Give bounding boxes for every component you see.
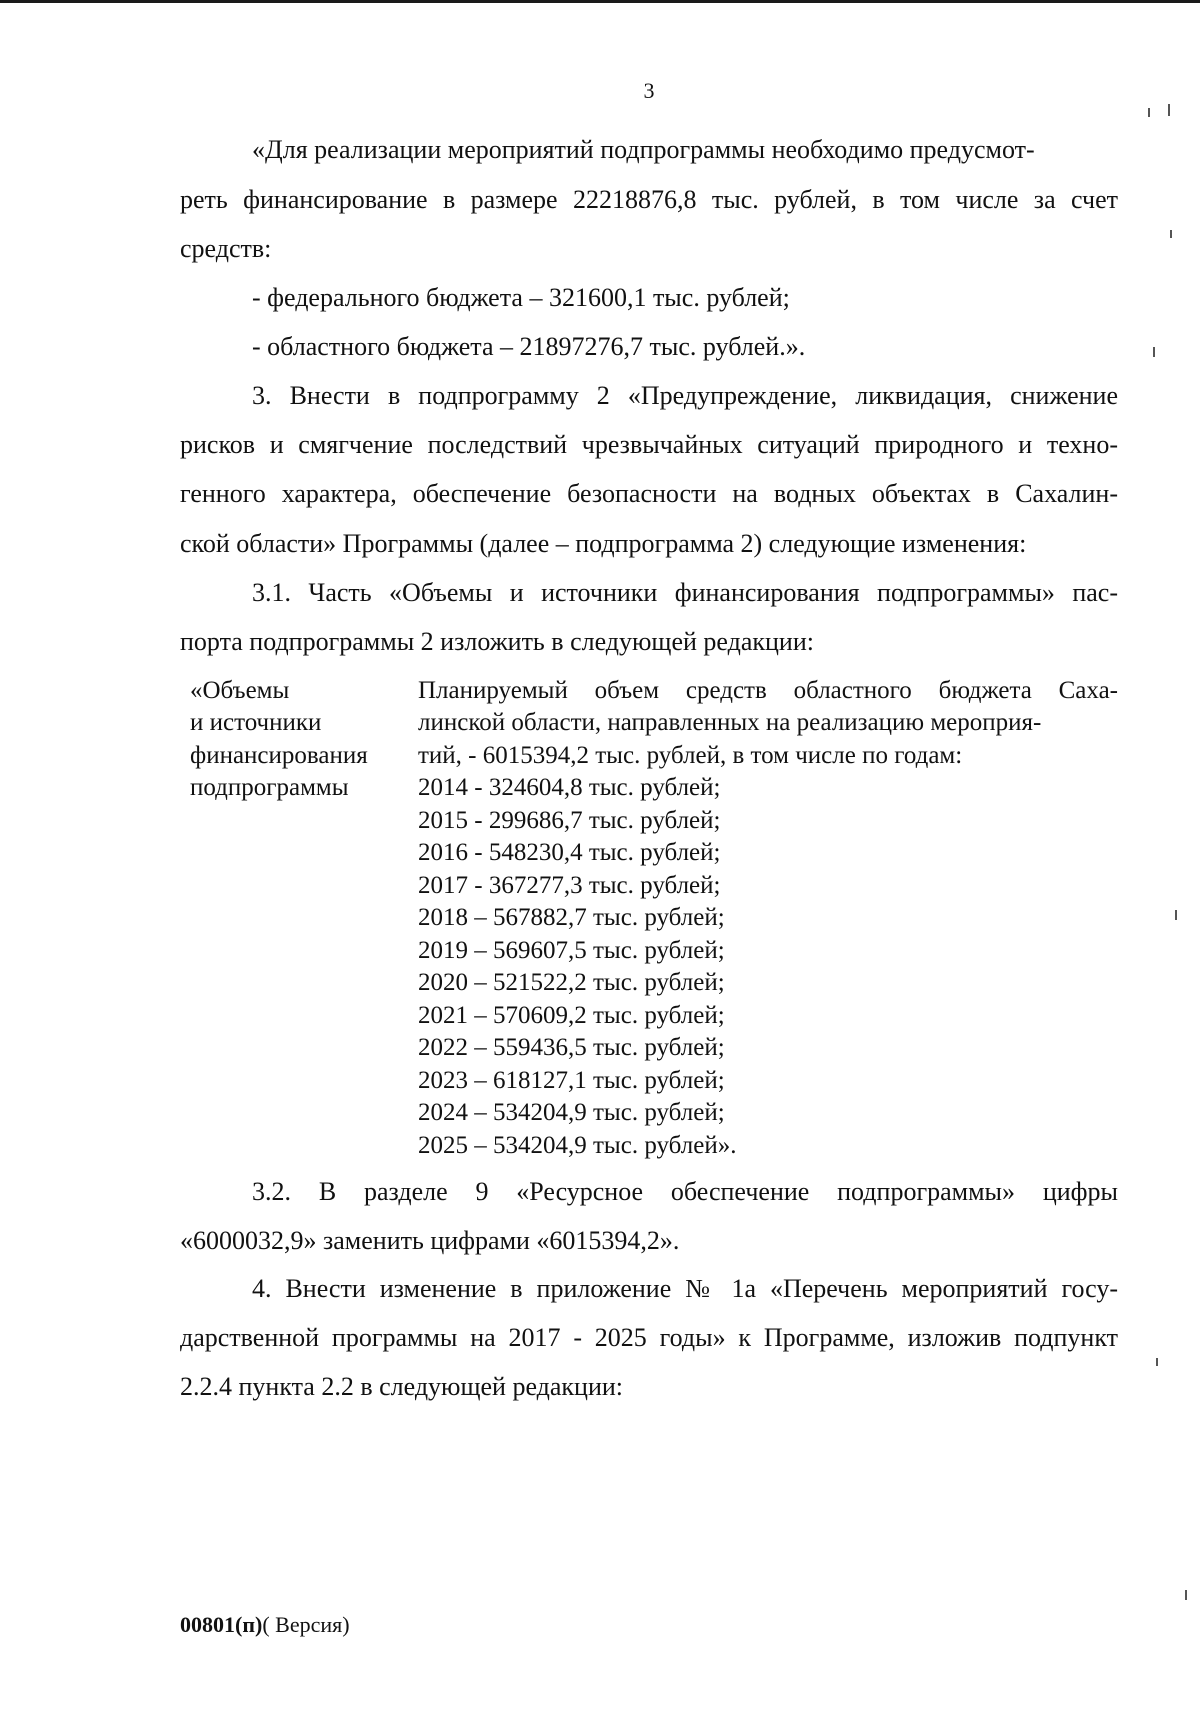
year-2022-line: 2022 – 559436,5 тыс. рублей; xyxy=(418,1034,725,1061)
section-3-1-line-2: порта подпрограммы 2 изложить в следующей редакции: xyxy=(180,627,814,656)
year-2021-line: 2021 – 570609,2 тыс. рублей; xyxy=(418,1002,725,1029)
section-3-1-line-1: 3.1. Часть «Объемы и источники финансирования подпрограммы» пас- xyxy=(252,578,1118,607)
document-code: 00801(п) xyxy=(180,1612,263,1637)
scan-speck xyxy=(1185,1590,1187,1600)
section-3-line-3: генного характера, обеспечение безопасности на водных объектах в Сахалин- xyxy=(180,479,1118,508)
section-3-line-4: ской области» Программы (далее – подпрограмма 2) следующие изменения: xyxy=(180,529,1027,558)
section-3-2-line-1: 3.2. В разделе 9 «Ресурсное обеспечение подпрограммы» цифры xyxy=(252,1177,1118,1206)
year-2020-line: 2020 – 521522,2 тыс. рублей; xyxy=(418,969,725,996)
paragraph-a-line-3: средств: xyxy=(180,234,272,263)
section-3-line-2: рисков и смягчение последствий чрезвычайных ситуаций природного и техно- xyxy=(180,430,1118,459)
section-3-line-1: 3. Внести в подпрограмму 2 «Предупреждение, ликвидация, снижение xyxy=(252,381,1118,410)
regional-budget-item: - областного бюджета – 21897276,7 тыс. рублей.». xyxy=(252,332,806,361)
year-2018-line: 2018 – 567882,7 тыс. рублей; xyxy=(418,904,725,931)
section-4-line-2: дарственной программы на 2017 - 2025 годы» к Программе, изложив подпункт xyxy=(180,1323,1118,1352)
scan-speck xyxy=(1168,104,1170,116)
table-right-intro-1: Планируемый объем средств областного бюджета Саха- xyxy=(418,677,1118,704)
page-number: 3 xyxy=(643,78,655,103)
section-4-line-3: 2.2.4 пункта 2.2 в следующей редакции: xyxy=(180,1372,624,1401)
table-left-cell-3: финансирования xyxy=(190,742,368,769)
table-left-cell-1: «Объемы xyxy=(190,677,290,704)
federal-budget-item: - федерального бюджета – 321600,1 тыс. рублей; xyxy=(252,283,790,312)
section-4-line-1: 4. Внести изменение в приложение № 1а «Перечень мероприятий госу- xyxy=(252,1274,1118,1303)
document-footer xyxy=(180,1612,350,1638)
year-2025-line: 2025 – 534204,9 тыс. рублей». xyxy=(418,1132,737,1159)
year-2017-line: 2017 - 367277,3 тыс. рублей; xyxy=(418,872,721,899)
paragraph-a-line-1: «Для реализации мероприятий подпрограммы необходимо предусмот- xyxy=(252,135,1035,164)
year-2019-line: 2019 – 569607,5 тыс. рублей; xyxy=(418,937,725,964)
table-left-cell-4: подпрограммы xyxy=(190,774,349,801)
year-2016-line: 2016 - 548230,4 тыс. рублей; xyxy=(418,839,721,866)
scan-speck xyxy=(1148,108,1150,117)
document-version: ( Версия) xyxy=(262,1612,350,1637)
scan-speck xyxy=(1175,910,1177,920)
year-2023-line: 2023 – 618127,1 тыс. рублей; xyxy=(418,1067,725,1094)
year-2015-line: 2015 - 299686,7 тыс. рублей; xyxy=(418,807,721,834)
table-left-cell-2: и источники xyxy=(190,709,322,736)
scan-speck xyxy=(1170,230,1172,238)
paragraph-a-line-2: реть финансирование в размере 22218876,8 тыс. рублей, в том числе за счет xyxy=(180,185,1118,214)
table-right-intro-3: тий, - 6015394,2 тыс. рублей, в том числе по годам: xyxy=(418,742,963,769)
top-border-line xyxy=(0,0,1200,3)
scan-speck xyxy=(1153,347,1155,357)
section-3-2-line-2: «6000032,9» заменить цифрами «6015394,2». xyxy=(180,1226,680,1255)
scan-speck xyxy=(1156,1358,1158,1366)
year-2014-line: 2014 - 324604,8 тыс. рублей; xyxy=(418,774,721,801)
year-2024-line: 2024 – 534204,9 тыс. рублей; xyxy=(418,1099,725,1126)
table-right-intro-2: линской области, направленных на реализацию мероприя- xyxy=(418,709,1042,736)
